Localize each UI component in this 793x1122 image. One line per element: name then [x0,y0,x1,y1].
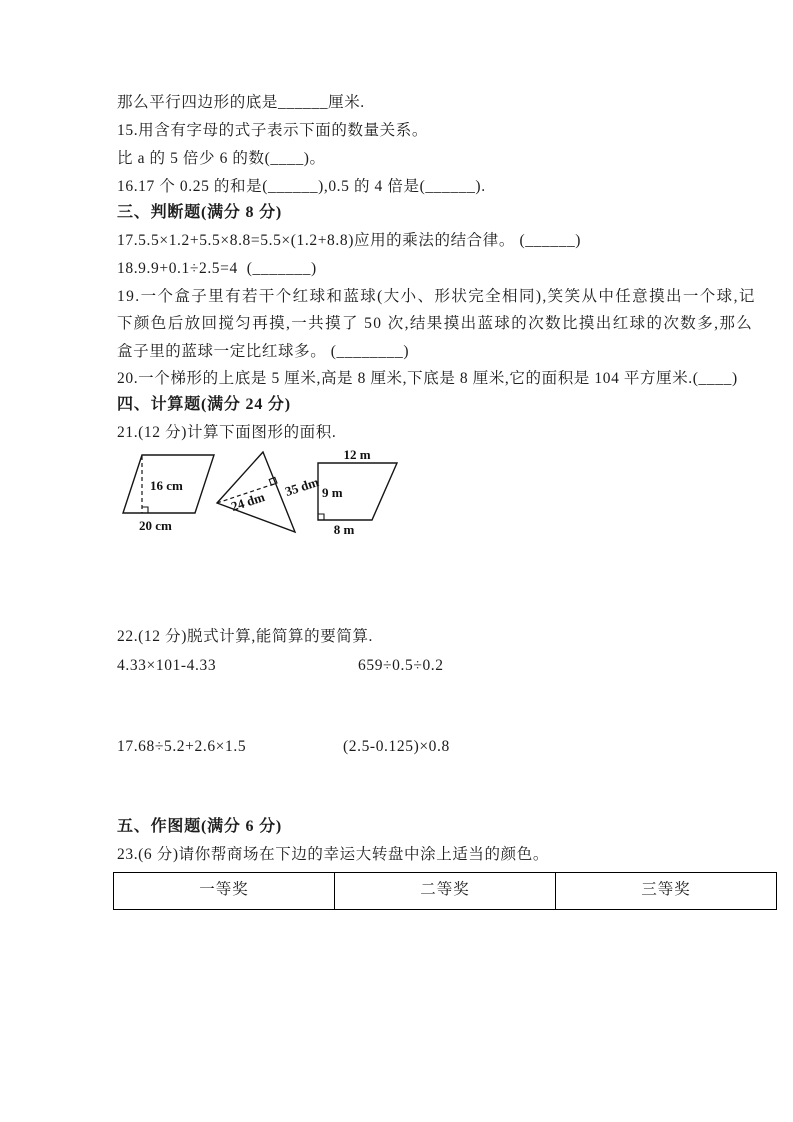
question-18: 18.9.9+0.1÷2.5=4 (_______) [117,260,317,277]
prize-table [113,872,777,910]
parallelogram-base-label: 20 cm [139,518,172,533]
figure-trapezoid [318,447,397,537]
expression-3: 17.68÷5.2+2.6×1.5 [117,738,247,755]
prize-cell-third: 三等奖 [555,873,776,909]
expression-2: 659÷0.5÷0.2 [358,657,444,674]
section-5-header: 五、作图题(满分 6 分) [117,818,283,835]
section-3-header: 三、判断题(满分 8 分) [117,204,283,221]
trapezoid-bottom-label: 8 m [333,522,355,537]
prize-cell-second: 二等奖 [334,873,555,909]
expression-4: (2.5-0.125)×0.8 [343,738,450,755]
question-19-line3: 盒子里的蓝球一定比红球多。 (________) [117,343,410,360]
triangle-height-label: 24 dm [229,489,267,514]
figure-parallelogram [123,455,214,533]
question-16: 16.17 个 0.25 的和是(______),0.5 的 4 倍是(______). [117,178,486,195]
question-20: 20.一个梯形的上底是 5 厘米,高是 8 厘米,下底是 8 厘米,它的面积是 104 平方厘米.(____) [117,370,738,387]
question-17: 17.5.5×1.2+5.5×8.8=5.5×(1.2+8.8)应用的乘法的结合律。 (______) [117,232,582,249]
question-21: 21.(12 分)计算下面图形的面积. [117,424,337,441]
question-23: 23.(6 分)请你帮商场在下边的幸运大转盘中涂上适当的颜色。 [117,846,549,863]
question-21-figures [110,443,410,545]
question-19-line1: 19.一个盒子里有若干个红球和蓝球(大小、形状完全相同),笑笑从中任意摸出一个球,记 [117,288,756,305]
question-15-intro: 15.用含有字母的式子表示下面的数量关系。 [117,122,428,139]
question-15-item: 比 a 的 5 倍少 6 的数(____)。 [117,150,326,167]
trapezoid-top-label: 12 m [343,447,371,462]
prize-cell-first: 一等奖 [199,881,249,898]
figure-triangle [217,452,321,532]
question-22: 22.(12 分)脱式计算,能简算的要简算. [117,628,374,645]
section-4-header: 四、计算题(满分 24 分) [117,396,291,413]
triangle-base-label: 35 dm [283,474,321,499]
parallelogram-height-label: 16 cm [150,478,183,493]
question-19-line2: 下颜色后放回搅匀再摸,一共摸了 50 次,结果摸出蓝球的次数比摸出红球的次数多,那么 [117,315,754,332]
expression-1: 4.33×101-4.33 [117,657,217,674]
question-14-continuation: 那么平行四边形的底是______厘米. [117,94,365,111]
trapezoid-height-label: 9 m [322,485,343,500]
